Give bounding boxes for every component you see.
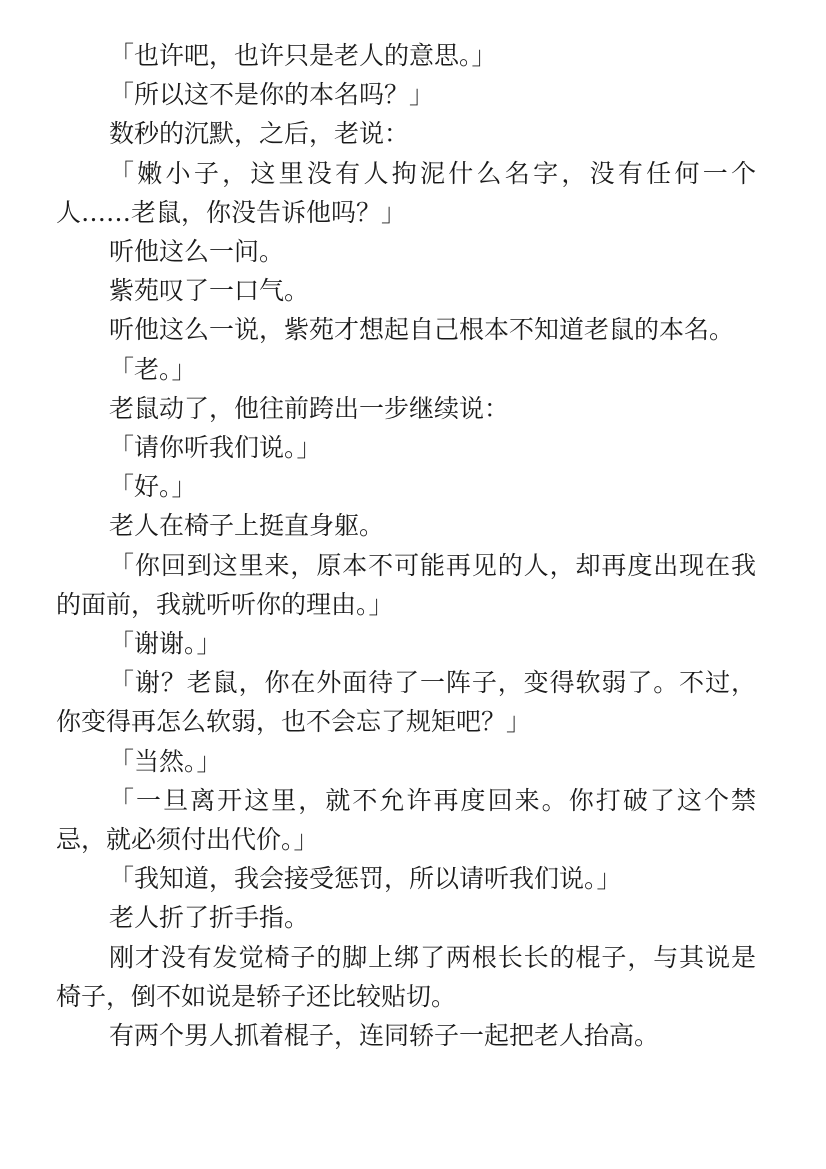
paragraph: 听他这么一问。 [109, 237, 285, 267]
paragraph: 「我知道，我会接受惩罚，所以请听我们说。」 [109, 864, 622, 894]
paragraph: 「你回到这里来，原本不可能再见的人，却再度出现在我的面前，我就听听你的理由。」 [56, 550, 756, 619]
paragraph: 「老。」 [109, 354, 197, 384]
paragraph: 「谢谢。」 [109, 629, 222, 659]
paragraph: 「也许吧，也许只是老人的意思。」 [109, 41, 497, 70]
paragraph: 「一旦离开这里，就不允许再度回来。你打破了这个禁忌，就必须付出代价。」 [56, 785, 756, 855]
paragraph: 「所以这不是你的本名吗？」 [109, 80, 435, 110]
paragraph: 「好。」 [109, 472, 197, 502]
paragraph: 「当然。」 [109, 746, 222, 776]
paragraph: 老人折了折手指。 [109, 903, 310, 933]
paragraph: 刚才没有发觉椅子的脚上绑了两根长长的棍子，与其说是椅子，倒不如说是轿子还比较贴切。 [56, 942, 756, 1011]
paragraph: 有两个男人抓着棍子，连同轿子一起把老人抬高。 [109, 1021, 660, 1051]
document-page [56, 36, 756, 1055]
paragraph: 听他这么一说，紫苑才想起自己根本不知道老鼠的本名。 [109, 315, 735, 345]
paragraph: 老人在椅子上挺直身躯。 [109, 511, 385, 541]
paragraph: 「嫩小子，这里没有人拘泥什么名字，没有任何一个人……老鼠，你没告诉他吗？」 [56, 158, 756, 227]
paragraph: 「请你听我们说。」 [109, 433, 322, 463]
paragraph: 紫苑叹了一口气。 [109, 276, 310, 306]
paragraph: 数秒的沉默，之后，老说： [109, 119, 410, 149]
paragraph: 「谢？老鼠，你在外面待了一阵子，变得软弱了。不过，你变得再怎么软弱，也不会忘了规矩吧？」 [56, 668, 756, 737]
paragraph: 老鼠动了，他往前跨出一步继续说： [109, 393, 510, 423]
